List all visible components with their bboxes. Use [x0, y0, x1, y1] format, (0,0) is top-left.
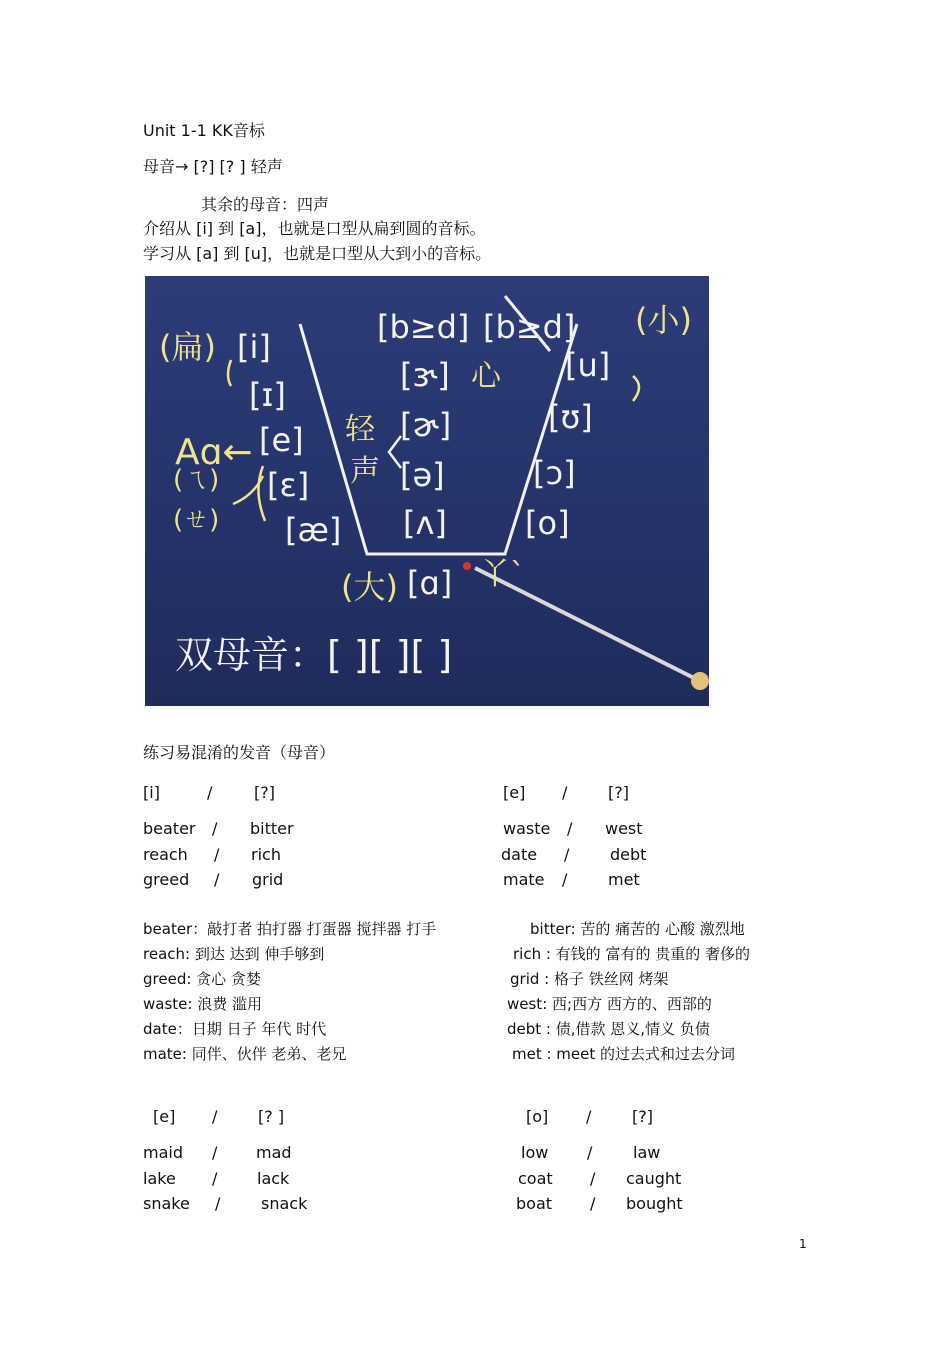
- word: caught: [626, 1169, 682, 1188]
- symbol-mid-2: [ɚ]: [400, 406, 452, 444]
- label-small: (小): [635, 301, 692, 339]
- intro-line-2: 其余的母音：四声: [201, 195, 330, 214]
- word-slash: /: [587, 1143, 593, 1162]
- definition-right: bitter: 苦的 痛苦的 心酸 激烈地: [530, 920, 745, 938]
- definition-right: debt : 债,借款 恩义,情义 负债: [507, 1020, 710, 1038]
- intro-line-3: 介绍从 [i] 到 [a]，也就是口型从扁到圆的音标。: [143, 219, 486, 238]
- definition-right: grid : 格子 铁丝网 烤架: [510, 970, 669, 988]
- definition-left: mate: 同伴、伙伴 老弟、老兄: [143, 1045, 347, 1063]
- word-slash: /: [562, 870, 568, 889]
- word: low: [521, 1143, 549, 1162]
- symbol-mid-3: [ə]: [400, 456, 445, 494]
- pair-symbol: [e]: [153, 1107, 176, 1126]
- chalkboard-drawing: [145, 276, 709, 706]
- right-paren: [633, 376, 639, 401]
- word: grid: [252, 870, 284, 889]
- word-slash: /: [590, 1194, 596, 1213]
- pair-slash: /: [562, 783, 568, 802]
- word: debt: [610, 845, 647, 864]
- word: mad: [256, 1143, 292, 1162]
- page-number: 1: [799, 1237, 807, 1251]
- word-slash: /: [214, 845, 220, 864]
- definition-left: greed: 贪心 贪婪: [143, 970, 261, 988]
- symbol-bd-2: [b≥d]: [483, 308, 576, 346]
- small-paren: [228, 360, 231, 386]
- symbol-left-2: [ɪ]: [249, 376, 286, 414]
- word: boat: [516, 1194, 553, 1213]
- pair-slash: /: [586, 1107, 592, 1126]
- intro-line-1: 母音→ [?] [? ] 轻声: [143, 157, 283, 176]
- word: maid: [143, 1143, 183, 1162]
- left-paren: [258, 466, 265, 521]
- pair-symbol: [?]: [632, 1107, 653, 1126]
- word-slash: /: [212, 1143, 218, 1162]
- definition-right: met : meet 的过去式和过去分词: [512, 1045, 736, 1063]
- label-xin: 心: [471, 359, 501, 394]
- symbol-right-2: [ʊ]: [548, 398, 593, 436]
- label-se: (ㄝ): [173, 505, 220, 535]
- word-slash: /: [215, 1194, 221, 1213]
- pair-slash: /: [212, 1107, 218, 1126]
- symbol-left-5: [æ]: [285, 511, 342, 549]
- pair-symbol: [?]: [608, 783, 629, 802]
- word: coat: [518, 1169, 553, 1188]
- label-big: (大): [341, 568, 398, 606]
- label-ya: 丫`: [480, 557, 525, 592]
- label-flat: (扁): [159, 328, 216, 366]
- symbol-right-4: [o]: [525, 504, 570, 542]
- pair-symbol: [o]: [526, 1107, 549, 1126]
- word: greed: [143, 870, 190, 889]
- word: date: [501, 845, 538, 864]
- symbol-right-3: [ɔ]: [533, 454, 576, 492]
- word-slash: /: [567, 819, 573, 838]
- symbol-left-3: [e]: [259, 421, 304, 459]
- definition-left: reach: 到达 达到 伸手够到: [143, 945, 325, 963]
- word: bought: [626, 1194, 683, 1213]
- word: snake: [143, 1194, 190, 1213]
- intro-line-4: 学习从 [a] 到 [u]，也就是口型从大到小的音标。: [143, 244, 492, 263]
- page-title: Unit 1-1 KK音标: [143, 121, 265, 140]
- definition-right: rich : 有钱的 富有的 贵重的 奢侈的: [513, 945, 750, 963]
- word-slash: /: [214, 870, 220, 889]
- chalkboard-image: [145, 276, 709, 706]
- diphthong-label: 双母音：[ ][ ][ ]: [175, 633, 453, 677]
- word-slash: /: [564, 845, 570, 864]
- pointer-tip: [463, 562, 471, 570]
- pair-symbol: [i]: [143, 783, 160, 802]
- symbol-a: [ɑ]: [407, 564, 453, 602]
- word: reach: [143, 845, 188, 864]
- word: west: [605, 819, 643, 838]
- label-hei: (ㄟ): [173, 465, 220, 495]
- word: mate: [503, 870, 545, 889]
- section-title: 练习易混淆的发音（母音）: [143, 743, 336, 762]
- word-slash: /: [212, 819, 218, 838]
- pair-symbol: [? ]: [258, 1107, 285, 1126]
- symbol-left-1: [i]: [237, 328, 271, 366]
- symbol-right-1: [u]: [565, 346, 611, 384]
- definition-left: waste: 浪费 滥用: [143, 995, 262, 1013]
- label-sheng: 声: [350, 454, 380, 489]
- pointer-hand: [691, 672, 709, 690]
- symbol-left-4: [ɛ]: [267, 466, 310, 504]
- definition-left: beater：敲打者 拍打器 打蛋器 搅拌器 打手: [143, 920, 437, 938]
- symbol-mid-4: [ʌ]: [403, 504, 447, 542]
- word: met: [608, 870, 640, 889]
- definition-left: date：日期 日子 年代 时代: [143, 1020, 327, 1038]
- symbol-bd-1: [b≥d]: [377, 308, 470, 346]
- word: beater: [143, 819, 196, 838]
- label-qing: 轻: [345, 412, 375, 447]
- word-slash: /: [590, 1169, 596, 1188]
- symbol-mid-1: [ɝ]: [400, 356, 450, 394]
- word: law: [633, 1143, 661, 1162]
- word: snack: [261, 1194, 308, 1213]
- definition-right: west: 西;西方 西方的、西部的: [507, 995, 712, 1013]
- word: lack: [257, 1169, 290, 1188]
- label-aa: Aɑ←: [175, 432, 253, 473]
- pair-slash: /: [207, 783, 213, 802]
- pair-symbol: [?]: [254, 783, 275, 802]
- word: lake: [143, 1169, 176, 1188]
- word: rich: [251, 845, 281, 864]
- pair-symbol: [e]: [503, 783, 526, 802]
- word: waste: [503, 819, 551, 838]
- word-slash: /: [212, 1169, 218, 1188]
- word: bitter: [250, 819, 294, 838]
